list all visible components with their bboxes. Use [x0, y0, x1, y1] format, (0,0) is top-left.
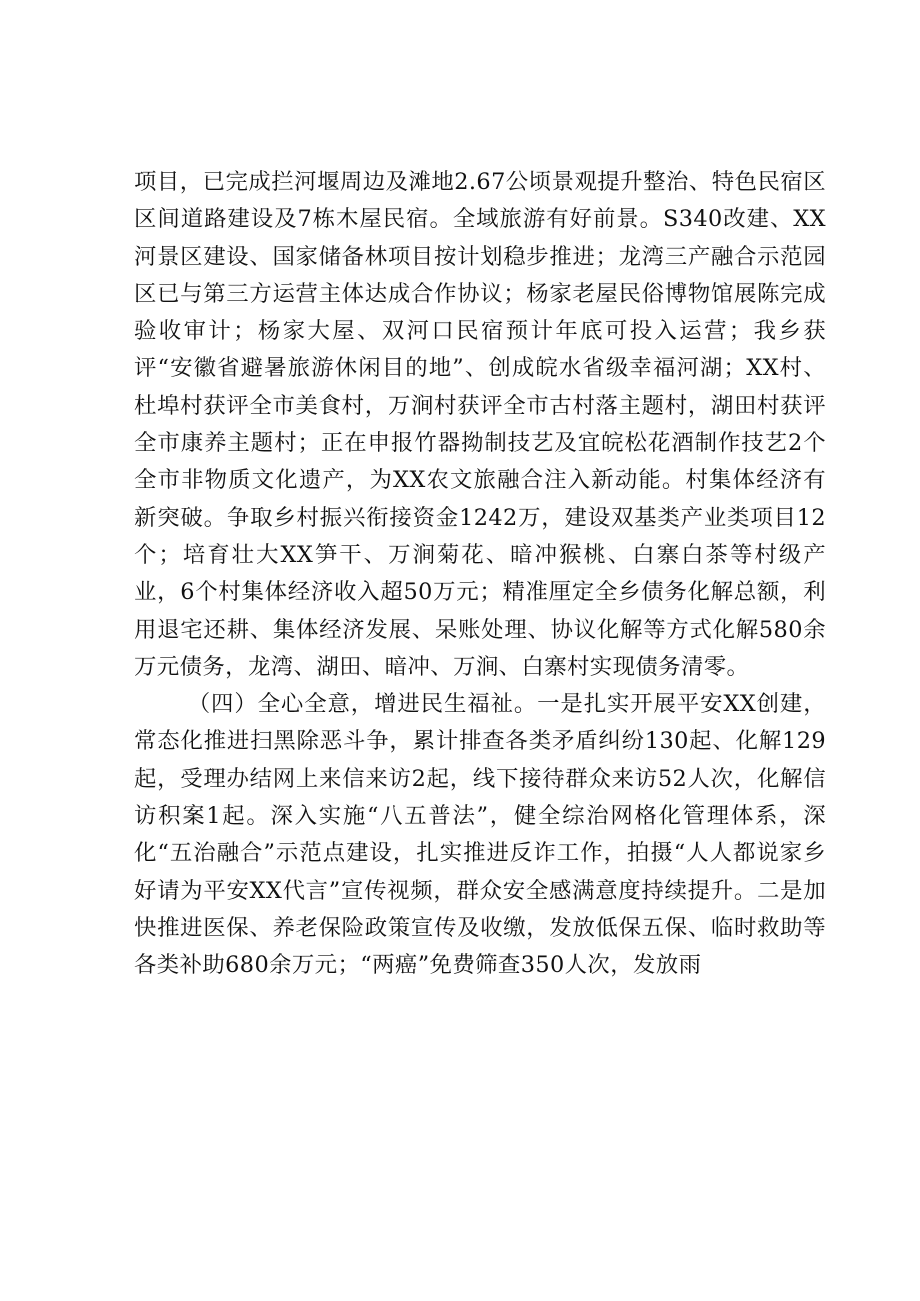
- document-body: [134, 164, 826, 985]
- paragraph-section-four-livelihood: （四）全心全意，增进民生福祉。一是扎实开展平安XX创建，常态化推进扫黑除恶斗争，累计排查各类矛盾纠纷130起、化解129起，受理办结网上来信来访2起，线下接待群众来访52人次，化解信访积案1起。深入实施“八五普法”，健全综治网格化管理体系，深化“五治融合”示范点建设，扎实推进反诈工作，拍摄“人人都说家乡好请为平安XX代言”宣传视频，群众安全感满意度持续提升。二是加快推进医保、养老保险政策宣传及收缴，发放低保五保、临时救助等各类补助680余万元；“两癌”免费筛查350人次，发放雨: [134, 691, 826, 979]
- paragraph-rural-tourism-collective-economy: 项目，已完成拦河堰周边及滩地2.67公顷景观提升整治、特色民宿区区间道路建设及7栋木屋民宿。全域旅游有好前景。S340改建、XX河景区建设、国家储备林项目按计划稳步推进；龙湾三产融合示范园区已与第三方运营主体达成合作协议；杨家老屋民俗博物馆展陈完成验收审计；杨家大屋、双河口民宿预计年底可投入运营；我乡获评“安徽省避暑旅游休闲目的地”、创成皖水省级幸福河湖；XX村、杜埠村获评全市美食村，万涧村获评全市古村落主题村，湖田村获评全市康养主题村；正在申报竹器拗制技艺及宜皖松花酒制作技艺2个全市非物质文化遗产，为XX农文旅融合注入新动能。村集体经济有新突破。争取乡村振兴衔接资金1242万，建设双基类产业类项目12个；培育壮大XX笋干、万涧菊花、暗冲猴桃、白寨白茶等村级产业，6个村集体经济收入超50万元；精准厘定全乡债务化解总额，利用退宅还耕、集体经济发展、呆账处理、协议化解等方式化解580余万元债务，龙湾、湖田、暗冲、万涧、白寨村实现债务清零。: [134, 169, 826, 680]
